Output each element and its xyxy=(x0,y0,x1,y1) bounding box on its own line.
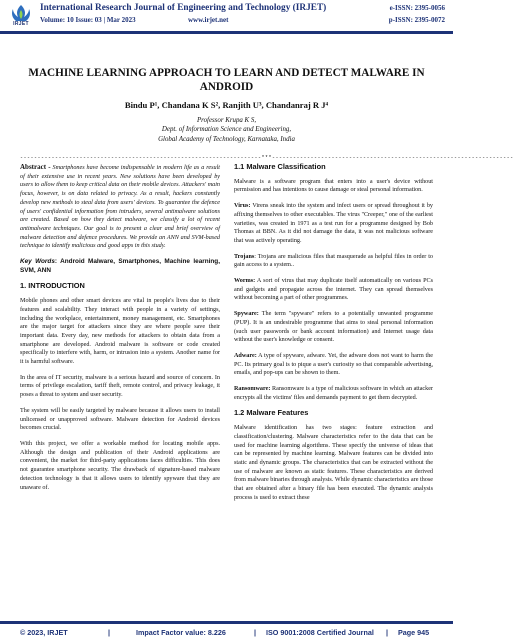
footer-copyright: © 2023, IRJET xyxy=(20,628,68,637)
logo-text: IRJET xyxy=(13,21,29,27)
footer-separator-3: | xyxy=(386,628,389,637)
intro-paragraph-4: With this project, we offer a workable method for locating mobile apps. Although the design and publication of their Android applications are convenient, the market for third-party applications faces difficulties. This does not guarantee smartphone security. The drawback of signature-based malware detection technology is that it allows users to identify spyware that they are unaware of. xyxy=(20,440,220,491)
spyware-paragraph xyxy=(234,310,433,345)
spyware-term: Spyware: xyxy=(234,311,259,318)
trojans-paragraph xyxy=(234,253,433,270)
affiliation-line-3: Global Academy of Technology, Karnataka, India xyxy=(158,135,295,143)
volume-issue: Volume: 10 Issue: 03 | Mar 2023 xyxy=(40,16,136,24)
journal-title: International Research Journal of Engineering and Technology (IRJET) xyxy=(40,3,327,13)
worms-paragraph xyxy=(234,277,433,303)
journal-header xyxy=(0,0,453,30)
abstract-label: Abstract - xyxy=(20,163,51,171)
intro-paragraph-3: The system will be easily targeted by malware because it allows users to install unlicensed or unapproved software. Malware detection for Android devices becomes crucial. xyxy=(20,407,220,432)
footer-separator-1: | xyxy=(108,628,111,637)
left-column xyxy=(20,163,220,499)
page-footer xyxy=(0,624,453,640)
adware-text: A type of spyware, adware. Yet, the adware does not want to harm the PC. Its primary goal is to pique a user's curiosity so that comparable advertising, emails, and pop-ups can be shown to them. xyxy=(234,352,433,377)
virus-paragraph xyxy=(234,202,433,246)
malware-classification-heading: 1.1 Malware Classification xyxy=(234,162,326,171)
keywords xyxy=(20,258,220,275)
section-divider: ---------------------------------------------------------------------***--------------------------------------------------------------------- xyxy=(20,155,514,161)
affiliation-line-2: Dept. of Information Science and Engineering, xyxy=(161,126,292,134)
malware-definition: Malware is a software program that enters into a user's device without permission and has intentions to cause damage or steal personal information. xyxy=(234,178,433,194)
adware-term: Adware: xyxy=(234,352,257,359)
spyware-text: The term "spyware" refers to a potentially unwanted programme (PUP). It is an undesirable programme that aims to steal personal information (such user passwords or bank account information) and Internet usage data without the user's knowledge or consent. xyxy=(234,311,433,344)
affiliation-line-1: Professor Krupa K S, xyxy=(196,117,257,124)
header-rule xyxy=(0,31,453,34)
abstract-text: Smartphones have become indispensable in modern life as a result of their extensive use in recent years. New solutions have been developed by users to allow them to keep critical data on their mobile devices. Attackers' main focus, however, is on data related to privacy. As a result, hackers constantly develop new methods to steal data from users' devices. To guarantee the defence of users' confidential information from intruders, several antimalware solutions are created. Based on how they detect malware, we classify a lot of recent antimalware techniques. Our goal is to present a clear and brief overview of malware detection and defence procedures. We provide an ANN and SVM-based technique to identify malicious and good apps in this study. xyxy=(20,165,220,250)
trojans-term: Trojans xyxy=(234,253,255,260)
affiliation xyxy=(0,116,453,144)
footer-impact-factor: Impact Factor value: 8.226 xyxy=(136,628,226,637)
worms-term: Worms: xyxy=(234,278,256,285)
virus-term: Virus: xyxy=(234,203,251,210)
worms-text: A sort of virus that may duplicate itself automatically on various PCs and gadgets and propagate across the internet. They can spread themselves without becoming a part of other programmes. xyxy=(234,278,433,302)
paper-title: MACHINE LEARNING APPROACH TO LEARN AND DETECT MALWARE IN ANDROID xyxy=(28,67,425,93)
footer-iso: ISO 9001:2008 Certified Journal xyxy=(266,628,374,637)
right-column xyxy=(234,163,433,510)
malware-features-paragraph: Malware identification has two stages: feature extraction and classification/clustering. Malware characteristics refer to the data that can be used for machine learning algorithms. These specify the universe of ideas that can be represented by machine learning. Malware features can be divided into static and dynamic groups. The characteristics that can be extracted without the use of malware are known as static features. These characteristics are derived from malware binaries through analysis. While dynamic characteristics are those that are obtained after a binary file has been executed. The dynamic analysis process is used to extract these xyxy=(234,425,433,501)
journal-website[interactable]: www.irjet.net xyxy=(188,16,229,24)
intro-paragraph-1: Mobile phones and other smart devices are vital in people's lives due to their features and scalability. They interact with people in a variety of settings, including the workplace, entertainment, money management, etc. Smartphones are the major target for attackers since they are where people save their important data. Every day, new methods for attackers to obtain data from a smartphone are developed. Android malware is software or code created specifically to interfere with, harm, or intrusion into a system. Another name for it is harmful software. xyxy=(20,298,220,366)
ransomware-text: Ransomware is a type of malicious software in which an attacker encrypts all the victims' files and demands payment to get them decrypted. xyxy=(234,386,433,401)
intro-heading: 1. INTRODUCTION xyxy=(20,281,85,291)
virus-text: Virens sneak into the system and infect users or spread throughout it by affixing themselves to other executables. The virus "Creeper," one of the earliest varieties, was created in 1971 as a test run for a programme designed by Bob Thomas at BBN. As it did not damage the data, it was not malicious software that was actively operating. xyxy=(234,203,433,244)
malware-features-heading: 1.2 Malware Features xyxy=(234,408,309,418)
footer-separator-2: | xyxy=(254,628,257,637)
ransomware-term: Ransomware: xyxy=(234,386,271,393)
ransomware-paragraph xyxy=(234,385,433,402)
abstract xyxy=(20,163,220,251)
p-issn: p-ISSN: 2395-0072 xyxy=(388,16,445,24)
keywords-text: : Android Malware, Smartphones, Machine learning, SVM, ANN xyxy=(20,258,220,274)
adware-paragraph xyxy=(234,352,433,378)
keywords-label: Key Words xyxy=(20,258,55,266)
trojans-text: : Trojans are malicious files that masquerade as helpful files in order to gain access to a system.. xyxy=(234,253,433,269)
footer-page-number: Page 945 xyxy=(398,628,430,637)
author-list: Bindu P¹, Chandana K S², Ranjith U³, Chandanraj R J⁴ xyxy=(124,100,329,110)
e-issn: e-ISSN: 2395-0056 xyxy=(389,4,445,12)
intro-paragraph-2: In the area of IT security, malware is a serious hazard and source of concern. In terms of privilege escalation, tariff theft, remote control, and privacy leakage, it poses a threat to system and user security. xyxy=(20,374,220,399)
